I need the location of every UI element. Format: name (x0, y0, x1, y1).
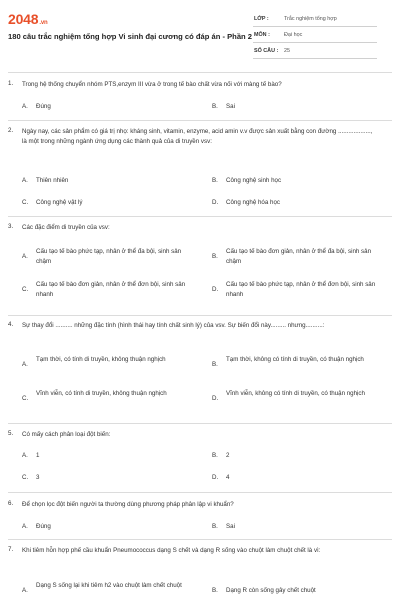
question-number: 1. (8, 80, 14, 87)
option-letter: B. (212, 253, 218, 260)
option-letter: B. (212, 361, 218, 368)
option-text: Cấu tạo tế bào phức tạp, nhân ở thể đơn bội, sinh sản nhanh (226, 281, 376, 298)
option-text: 3 (36, 474, 40, 481)
logo-text: 2048 (8, 11, 39, 27)
meta-row-count (253, 43, 377, 59)
option-letter: A. (22, 103, 28, 110)
option-text: Thiên nhiên (36, 177, 69, 184)
question-stem: Có mấy cách phân loại đột biến: (22, 431, 111, 438)
question-stem: Sự thay đổi .......... những đặc tính (hình thái hay tính chất sinh lý) của vsv. Sự biến đổi này......... nhưng..........: (22, 322, 325, 329)
option-letter: A. (22, 523, 28, 530)
option-letter: B. (212, 452, 218, 459)
document-header (0, 0, 400, 62)
question-number: 6. (8, 500, 14, 507)
option-letter: C. (22, 286, 29, 293)
option-text: Công nghệ sinh học (226, 177, 282, 184)
option-text: 4 (226, 474, 230, 481)
meta-row-class (253, 11, 377, 27)
option-text: Cấu tạo tế bào đơn giản, nhân ở thể đa bội, sinh sản chậm (226, 248, 372, 265)
logo-suffix: .vn (39, 20, 48, 26)
question-stem: Khi tiêm hỗn hợp phế cầu khuẩn Pneumococcus dạng S chết và dạng R sống vào chuột làm chuột chết là vì: (22, 547, 321, 554)
document-title: 180 câu trắc nghiệm tổng hợp Vi sinh đại cương có đáp án - Phần 2 (8, 32, 253, 41)
meta-row-subject (253, 27, 377, 43)
question-number: 5. (8, 430, 14, 437)
divider (8, 315, 392, 316)
option-letter: B. (212, 103, 218, 110)
option-letter: A. (22, 452, 28, 459)
option-letter: A. (22, 253, 28, 260)
option-text: 1 (36, 452, 40, 459)
divider (8, 423, 392, 424)
divider (8, 72, 392, 73)
meta-value: Đại học (284, 32, 303, 38)
option-letter: B. (212, 587, 218, 594)
option-letter: A. (22, 361, 28, 368)
meta-key: SỐ CÂU : (254, 48, 279, 54)
question-stem: Ngày nay, các sản phẩm có giá trị nhọ: kháng sinh, vitamin, enzyme, acid amin v.v được sản xuất bằng con đường ..................., là một trong những ngành ứng dụng các thành quả của di truyền vsv: (22, 128, 373, 145)
option-letter: C. (22, 474, 29, 481)
meta-value: 25 (284, 48, 290, 54)
option-text: Dạng S sống lại khi tiêm h2 vào chuột làm chết chuột (36, 582, 182, 589)
option-text: Sai (226, 523, 235, 530)
option-letter: A. (22, 587, 28, 594)
question-stem: Các đặc điểm di truyền của vsv: (22, 224, 110, 231)
option-text: Vĩnh viễn, không có tính di truyền, có thuận nghịch (226, 390, 365, 397)
option-text: Cấu tạo tế bào đơn giản, nhân ở thể đơn bội, sinh sản nhanh (36, 281, 186, 298)
option-text: Tạm thời, có tính di truyền, không thuận nghịch (36, 356, 166, 363)
option-letter: D. (212, 395, 219, 402)
divider (8, 539, 392, 540)
option-letter: A. (22, 177, 28, 184)
option-letter: B. (212, 523, 218, 530)
meta-value: Trắc nghiệm tổng hợp (284, 16, 337, 22)
option-text: Vĩnh viễn, có tính di truyền, không thuận nghịch (36, 390, 167, 397)
option-text: Công nghệ hóa học (226, 199, 281, 206)
option-text: Công nghệ vật lý (36, 199, 83, 206)
question-stem: Để chọn lọc đột biến người ta thường dùng phương pháp phân lập vi khuẩn? (22, 501, 234, 508)
option-text: Tạm thời, không có tính di truyền, có thuận nghịch (226, 356, 364, 363)
site-logo[interactable] (8, 11, 47, 27)
meta-key: LỚP : (254, 16, 269, 22)
divider (8, 216, 392, 217)
question-stem: Trong hệ thống chuyển nhóm PTS,enzym III vừa ở trong tế bào chất vừa nối với màng tế bào? (22, 81, 282, 88)
question-number: 2. (8, 127, 14, 134)
option-text: Đúng (36, 523, 51, 530)
option-text: 2 (226, 452, 230, 459)
option-letter: D. (212, 286, 219, 293)
document-meta (253, 11, 377, 59)
question-number: 7. (8, 546, 14, 553)
option-letter: D. (212, 199, 219, 206)
question-number: 4. (8, 321, 14, 328)
divider (8, 120, 392, 121)
option-text: Sai (226, 103, 235, 110)
option-text: Dạng R còn sống gây chết chuột (226, 587, 316, 594)
question-number: 3. (8, 223, 14, 230)
divider (8, 492, 392, 493)
option-text: Đúng (36, 103, 51, 110)
option-letter: C. (22, 199, 29, 206)
option-letter: C. (22, 395, 29, 402)
option-letter: D. (212, 474, 219, 481)
option-text: Cấu tạo tế bào phức tạp, nhân ở thể đa bội, sinh sản chậm (36, 248, 182, 265)
meta-key: MÔN : (254, 32, 270, 38)
option-letter: B. (212, 177, 218, 184)
